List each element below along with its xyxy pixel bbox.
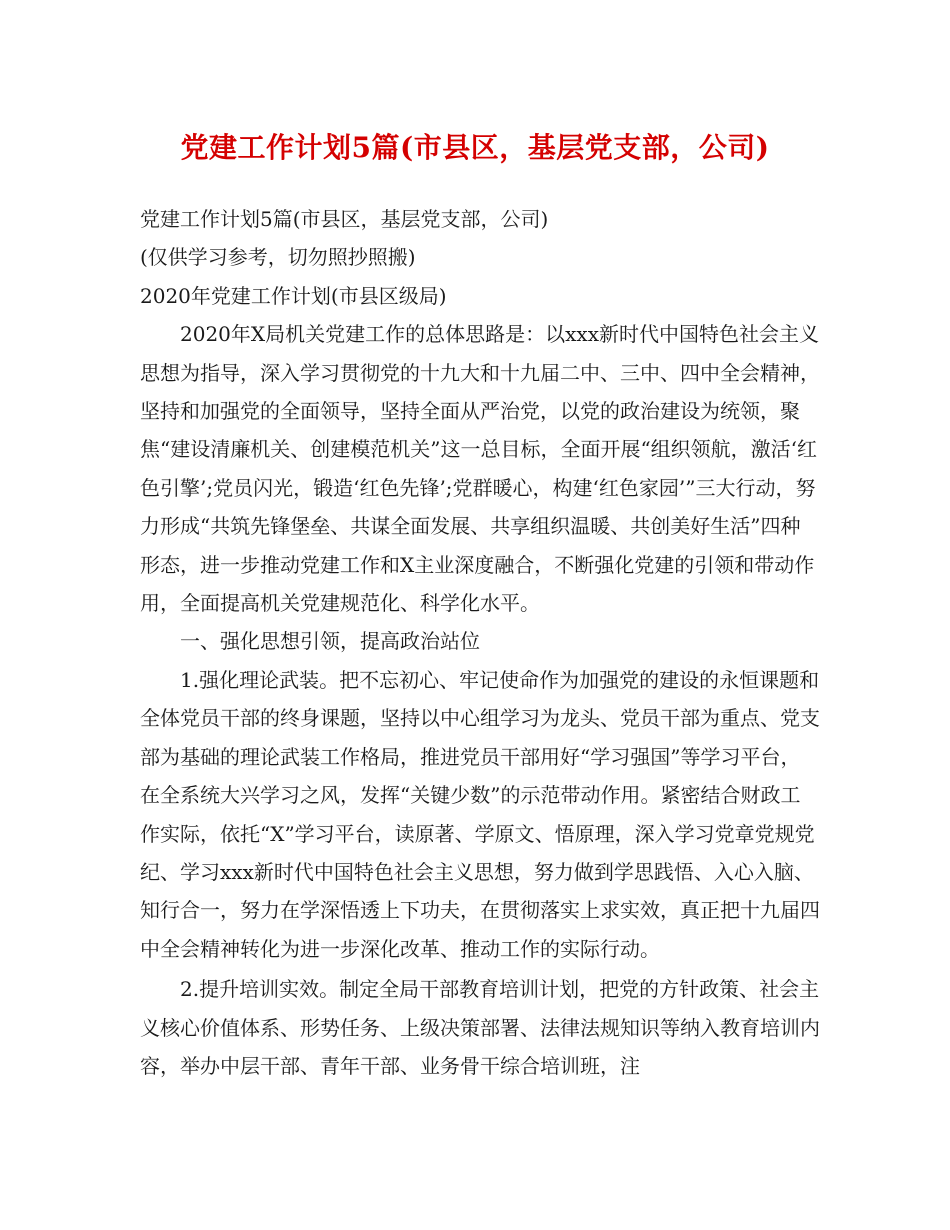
subtitle-line: 党建工作计划5篇(市县区，基层党支部，公司) [140, 207, 549, 231]
body-paragraph: 1.强化理论武装。把不忘初心、牢记使命作为加强党的建设的永恒课题和全体党员干部的终身课题，坚持以中心组学习为龙头、党员干部为重点、党支部为基础的理论武装工作格局，推进党员干部用好“学习强国”等学习平台，在全系统大兴学习之风，发挥“关键少数”的示范带动作用。紧密结合财政工作实际，依托“X”学习平台，读原著、学原文、悟原理，深入学习党章党规党纪、学习xxx新时代中国特色社会主义思想，努力做到学思践悟、入心入脑、知行合一，努力在学深悟透上下功夫，在贯彻落实上求实效，真正把十九届四中全会精神转化为进一步深化改革、推动工作的实际行动。 [140, 667, 820, 961]
body-paragraph: 2020年X局机关党建工作的总体思路是：以xxx新时代中国特色社会主义思想为指导，深入学习贯彻党的十九大和十九届二中、三中、四中全会精神，坚持和加强党的全面领导，坚持全面从严治党，以党的政治建设为统领，聚焦“建设清廉机关、创建模范机关”这一总目标，全面开展“组织领航，激活‘红色引擎’;党员闪光，锻造‘红色先锋’;党群暖心，构建‘红色家园’”三大行动，努力形成“共筑先锋堡垒、共谋全面发展、共享组织温暖、共创美好生活”四种形态，进一步推动党建工作和X主业深度融合，不断强化党建的引领和带动作用，全面提高机关党建规范化、科学化水平。 [140, 322, 820, 616]
section-heading: 一、强化思想引领，提高政治站位 [180, 629, 480, 654]
body-paragraph: 2.提升培训实效。制定全局干部教育培训计划，把党的方针政策、社会主义核心价值体系、形势任务、上级决策部署、法律法规知识等纳入教育培训内容，举办中层干部、青年干部、业务骨干综合培训班，注 [140, 977, 820, 1078]
disclaimer-line: (仅供学习参考，切勿照抄照搬) [140, 245, 416, 270]
document-title: 党建工作计划5篇(市县区，基层党支部，公司) [180, 131, 770, 164]
section-heading-line: 2020年党建工作计划(市县区级局) [140, 283, 447, 308]
document-body [140, 200, 820, 1085]
